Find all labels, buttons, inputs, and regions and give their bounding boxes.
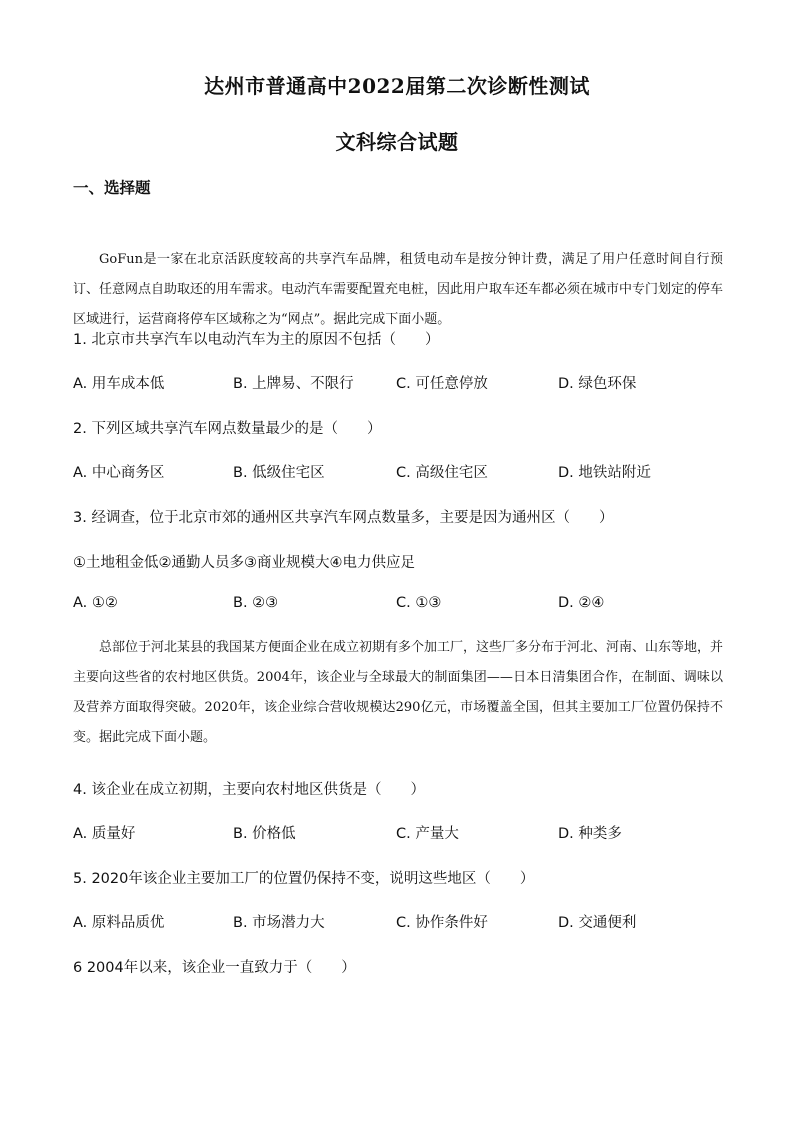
question-4-option-d: D. 种类多 xyxy=(558,826,622,842)
question-4-option-b: B. 价格低 xyxy=(233,826,296,842)
question-2-option-b: B. 低级住宅区 xyxy=(233,465,325,481)
question-4-option-a: A. 质量好 xyxy=(73,826,136,842)
exam-subtitle: 文科综合试题 xyxy=(335,130,459,154)
question-5-option-d: D. 交通便利 xyxy=(558,915,637,931)
question-4-options xyxy=(73,822,723,844)
question-1-option-d: D. 绿色环保 xyxy=(558,376,637,392)
question-6-stem: 6 2004年以来，该企业一直致力于（ ） xyxy=(73,960,356,976)
question-3-options xyxy=(73,595,723,617)
passage-1: GoFun是一家在北京活跃度较高的共享汽车品牌，租赁电动车是按分钟计费，满足了用户任意时间自行预订、任意网点自助取还的用车需求。电动汽车需要配置充电桩，因此用户取车还车都必须在城市中专门划定的停车区域进行，运营商将停车区域称之为“网点”。据此完成下面小题。 xyxy=(73,252,724,327)
question-1-stem: 1. 北京市共享汽车以电动汽车为主的原因不包括（ ） xyxy=(73,332,440,348)
question-1-option-c: C. 可任意停放 xyxy=(396,376,488,392)
question-2-option-d: D. 地铁站附近 xyxy=(558,465,651,481)
question-5-option-c: C. 协作条件好 xyxy=(396,915,488,931)
question-3-stem: 3. 经调查，位于北京市郊的通州区共享汽车网点数量多，主要是因为通州区（ ） xyxy=(73,510,614,526)
question-3-option-c: C. ①③ xyxy=(396,595,442,611)
question-2-options xyxy=(73,461,723,483)
question-4-stem: 4. 该企业在成立初期，主要向农村地区供货是（ ） xyxy=(73,782,425,798)
question-3-statements: ①土地租金低②通勤人员多③商业规模大④电力供应足 xyxy=(73,555,415,571)
exam-title: 达州市普通高中2022届第二次诊断性测试 xyxy=(204,74,590,98)
question-2-stem: 2. 下列区域共享汽车网点数量最少的是（ ） xyxy=(73,421,382,437)
question-3-option-a: A. ①② xyxy=(73,595,118,611)
question-2-option-c: C. 高级住宅区 xyxy=(396,465,488,481)
passage-2: 总部位于河北某县的我国某方便面企业在成立初期有多个加工厂，这些厂多分布于河北、河南、山东等地，并主要向这些省的农村地区供货。2004年，该企业与全球最大的制面集团——日本日清集团合作，在制面、调味以及营养方面取得突破。2020年，该企业综合营收规模达290亿元，市场覆盖全国，但其主要加工厂位置仍保持不变。据此完成下面小题。 xyxy=(73,640,724,745)
question-4-option-c: C. 产量大 xyxy=(396,826,459,842)
question-2-option-a: A. 中心商务区 xyxy=(73,465,165,481)
question-3-option-b: B. ②③ xyxy=(233,595,279,611)
question-3-option-d: D. ②④ xyxy=(558,595,605,611)
question-5-option-a: A. 原料品质优 xyxy=(73,915,165,931)
question-5-options xyxy=(73,911,723,933)
question-5-stem: 5. 2020年该企业主要加工厂的位置仍保持不变，说明这些地区（ ） xyxy=(73,871,535,887)
question-1-options xyxy=(73,372,723,394)
question-5-option-b: B. 市场潜力大 xyxy=(233,915,325,931)
question-1-option-b: B. 上牌易、不限行 xyxy=(233,376,354,392)
section-heading: 一、选择题 xyxy=(73,178,151,197)
question-1-option-a: A. 用车成本低 xyxy=(73,376,165,392)
